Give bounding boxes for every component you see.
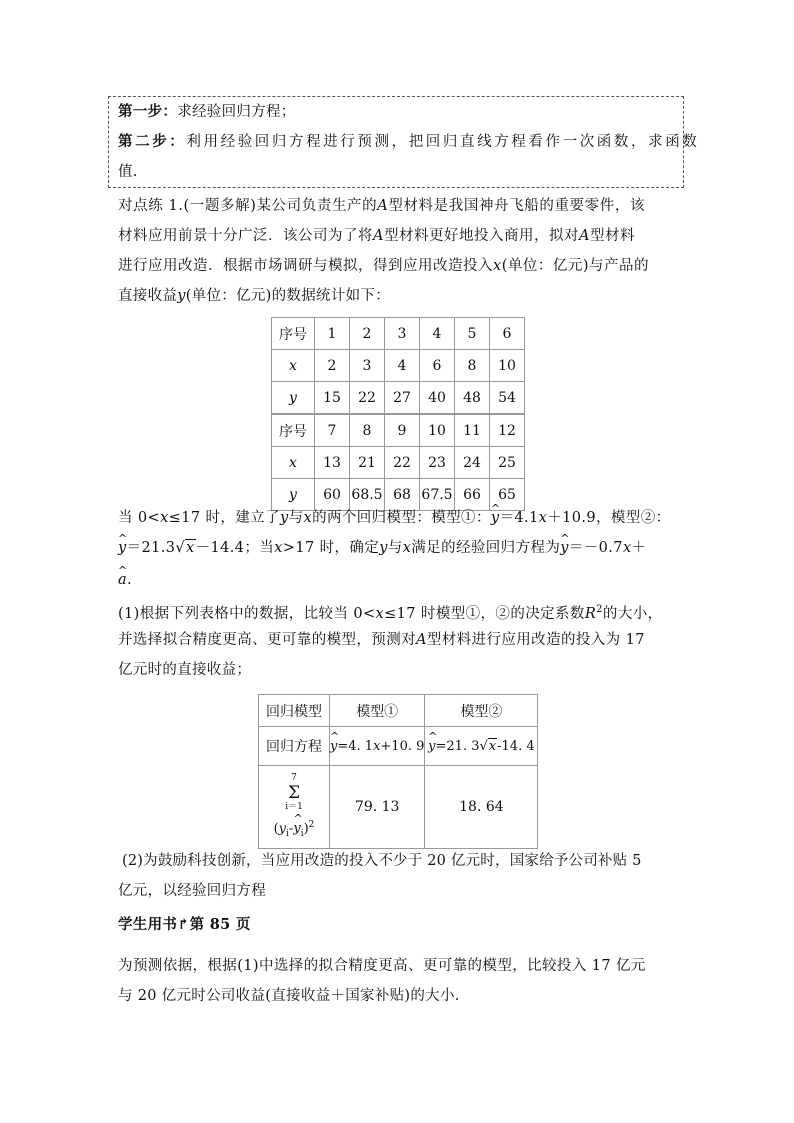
text: 与 — [387, 540, 403, 556]
question-2-line-4 — [118, 986, 460, 1006]
text: 型材料进行应用改造的投入为 17 — [426, 632, 645, 648]
table-cell: 18. 64 — [425, 766, 538, 849]
step-2-label: 第二步： — [118, 133, 187, 150]
table-cell: y — [272, 479, 315, 511]
page-reference — [118, 915, 251, 935]
step-1-text: 求经验回归方程； — [177, 104, 296, 120]
var-x: x — [375, 605, 385, 622]
table-cell: 4 — [385, 350, 420, 382]
question-1-line-2 — [118, 630, 645, 650]
table-cell: 22 — [385, 447, 420, 479]
table-cell: 5 — [455, 318, 490, 350]
text: ＝4.1 — [499, 510, 539, 526]
text: +10. 9 — [380, 738, 425, 754]
text: >17 时，确定 — [282, 540, 380, 556]
table-cell: 2 — [350, 318, 385, 350]
table-cell: 序号 — [272, 318, 315, 350]
text: 学生用书↱第 85 页 — [118, 916, 251, 933]
problem-text: 型材料 — [589, 228, 635, 244]
table-row — [272, 447, 525, 479]
table-cell: 序号 — [272, 415, 315, 447]
text: 亿元，以经验回归方程 — [118, 883, 266, 899]
model-line-3 — [118, 570, 132, 590]
var-y: y — [177, 288, 186, 304]
table-row — [272, 479, 525, 511]
problem-line-2 — [118, 226, 635, 246]
text: ＝21.3 — [126, 540, 176, 556]
model-2-equation: ^ y=21. 3√x-14. 4 — [425, 727, 538, 766]
table-cell: 68.5 — [350, 479, 385, 511]
table-header: 模型① — [330, 695, 425, 727]
question-2-line-1 — [122, 851, 642, 871]
data-table-1 — [271, 317, 525, 414]
table-row — [259, 695, 538, 727]
var-y-hat: ^ y — [560, 538, 569, 558]
text: 当 0< — [118, 510, 161, 526]
problem-text: 型材料是我国神舟飞船的重要零件，该 — [388, 198, 646, 214]
data-table-2 — [271, 414, 525, 511]
step-2-text: 利用经验回归方程进行预测，把回归直线方程看作一次函数，求函数 — [186, 134, 700, 150]
table-cell: 8 — [455, 350, 490, 382]
step-1-label: 第一步： — [118, 103, 178, 120]
text: =21. 3 — [435, 738, 480, 754]
text: ＝－0.7 — [568, 540, 623, 556]
text: ≤17 时，建立了 — [168, 510, 280, 526]
problem-text: 材料应用前景十分广泛．该公司为了将 — [118, 228, 373, 244]
text: (2)为鼓励科技创新，当应用改造的投入不少于 20 亿元时，国家给予公司补贴 5 — [122, 853, 642, 869]
var-R: R — [584, 605, 597, 622]
problem-text: (单位：亿元)与产品的 — [501, 258, 650, 274]
var-x: x — [373, 738, 381, 754]
var-x: x — [488, 738, 497, 754]
var-x: x — [402, 540, 412, 556]
var-y-hat: ^ y — [118, 538, 127, 558]
step-1 — [118, 102, 296, 122]
sum-symbol: Σ — [287, 783, 301, 804]
table-row — [259, 727, 538, 766]
text: ＋ — [631, 540, 647, 556]
table-cell: x — [272, 447, 315, 479]
table-cell: 回归方程 — [259, 727, 330, 766]
var-y-hat: ^ y — [293, 822, 300, 836]
table-cell: 68 — [385, 479, 420, 511]
var-x: x — [303, 510, 313, 526]
problem-text: 进行应用改造．根据市场调研与模拟，得到应用改造投入 — [118, 258, 493, 274]
problem-text: (单位：亿元)的数据统计如下： — [185, 288, 391, 304]
table-cell: 1 — [315, 318, 350, 350]
var-a-hat: ^ a — [118, 570, 127, 590]
table-cell: 15 — [315, 382, 350, 414]
superscript: 2 — [308, 819, 315, 830]
question-1-line-3 — [118, 660, 251, 680]
table-row — [272, 318, 525, 350]
var-y: y — [379, 540, 388, 556]
step-2 — [118, 132, 699, 152]
table-cell: 40 — [420, 382, 455, 414]
table-cell: 9 — [385, 415, 420, 447]
text: - — [288, 821, 294, 837]
table-cell: 48 — [455, 382, 490, 414]
table-cell: 66 — [455, 479, 490, 511]
var-x: x — [160, 510, 169, 526]
var-A: A — [377, 198, 389, 214]
sqrt-symbol: √ — [479, 738, 488, 754]
text: 的两个回归模型：模型①： — [312, 510, 491, 526]
model-1-equation: ^ y=4. 1x+10. 9 — [330, 727, 425, 766]
text: ≤17 时模型①，②的决定系数 — [384, 605, 585, 622]
table-cell: 12 — [490, 415, 525, 447]
table-row — [259, 766, 538, 849]
table-cell: 4 — [420, 318, 455, 350]
table-header: 回归模型 — [259, 695, 330, 727]
table-cell: 21 — [350, 447, 385, 479]
text: －14.4；当 — [195, 540, 275, 556]
table-cell: 2 — [315, 350, 350, 382]
text: . — [126, 572, 132, 588]
table-cell: 13 — [315, 447, 350, 479]
var-A: A — [373, 228, 384, 244]
table-cell: 24 — [455, 447, 490, 479]
table-cell: 60 — [315, 479, 350, 511]
text: =4. 1 — [337, 738, 374, 754]
table-cell: 11 — [455, 415, 490, 447]
table-row — [272, 382, 525, 414]
table-cell: 22 — [350, 382, 385, 414]
table-header: 模型② — [425, 695, 538, 727]
table-cell: 67.5 — [420, 479, 455, 511]
model-line-2 — [118, 538, 646, 558]
problem-line-4 — [118, 286, 390, 306]
question-2-line-3 — [118, 956, 646, 976]
var-A: A — [416, 632, 427, 648]
problem-text: 型材料更好地投入商用，拟对 — [383, 228, 579, 244]
table-cell: 8 — [350, 415, 385, 447]
table-cell: x — [272, 350, 315, 382]
text: -14. 4 — [497, 738, 535, 754]
text: ＋10.9，模型②： — [547, 510, 671, 526]
model-comparison-table — [258, 694, 538, 849]
text: 并选择拟合精度更高、更可靠的模型，预测对 — [118, 632, 416, 648]
model-line-1 — [118, 508, 671, 528]
table-cell: 10 — [420, 415, 455, 447]
text: 为预测依据，根据(1)中选择的拟合精度更高、更可靠的模型，比较投入 17 亿元 — [118, 958, 646, 974]
question-2-line-2 — [118, 881, 266, 901]
problem-line-3 — [118, 256, 649, 276]
text: 亿元时的直接收益； — [118, 662, 252, 678]
problem-text: 直接收益 — [118, 288, 178, 304]
table-cell: 10 — [490, 350, 525, 382]
question-1-line-1 — [118, 600, 663, 624]
table-cell: 54 — [490, 382, 525, 414]
table-cell: 3 — [385, 318, 420, 350]
table-cell: 3 — [350, 350, 385, 382]
var-x: x — [186, 540, 195, 556]
table-row — [272, 350, 525, 382]
var-y: y — [279, 510, 289, 526]
table-cell: y — [272, 382, 315, 414]
problem-line-1 — [118, 196, 645, 216]
problem-text: 对点练 1.(一题多解)某公司负责生产的 — [118, 198, 378, 214]
superscript: 2 — [596, 604, 603, 615]
var-x: x — [622, 540, 632, 556]
table-cell: 6 — [420, 350, 455, 382]
sqrt-symbol: √ — [175, 540, 186, 556]
var-x: x — [274, 540, 283, 556]
text: 的大小， — [602, 605, 663, 622]
subscript: i — [300, 828, 304, 839]
text: (1)根据下列表格中的数据，比较当 0< — [118, 605, 376, 622]
table-cell: 23 — [420, 447, 455, 479]
table-row — [272, 415, 525, 447]
table-cell: 27 — [385, 382, 420, 414]
step-2-continued — [118, 162, 138, 182]
subscript: i — [286, 828, 289, 839]
text: 满足的经验回归方程为 — [411, 540, 561, 556]
var-A: A — [578, 228, 590, 244]
table-cell: 7 — [315, 415, 350, 447]
text: 与 — [288, 510, 304, 526]
sum-lower: i＝1 — [285, 801, 303, 812]
sum-of-squared-residuals: 7 Σ i＝1 ($y_i-\^{}$ $y_i)^2$ — [259, 766, 330, 849]
var-x: x — [538, 510, 548, 526]
table-cell: 6 — [490, 318, 525, 350]
var-y: y — [278, 821, 287, 837]
table-cell: 79. 13 — [330, 766, 425, 849]
text: 与 20 亿元时公司收益(直接收益＋国家补贴)的大小. — [118, 988, 460, 1004]
table-cell: 65 — [490, 479, 525, 511]
step-2-text-cont: 值. — [118, 164, 138, 180]
table-cell: 25 — [490, 447, 525, 479]
sum-upper: 7 — [291, 773, 297, 784]
var-y-hat: ^ y — [491, 508, 500, 528]
var-x: x — [493, 258, 502, 274]
